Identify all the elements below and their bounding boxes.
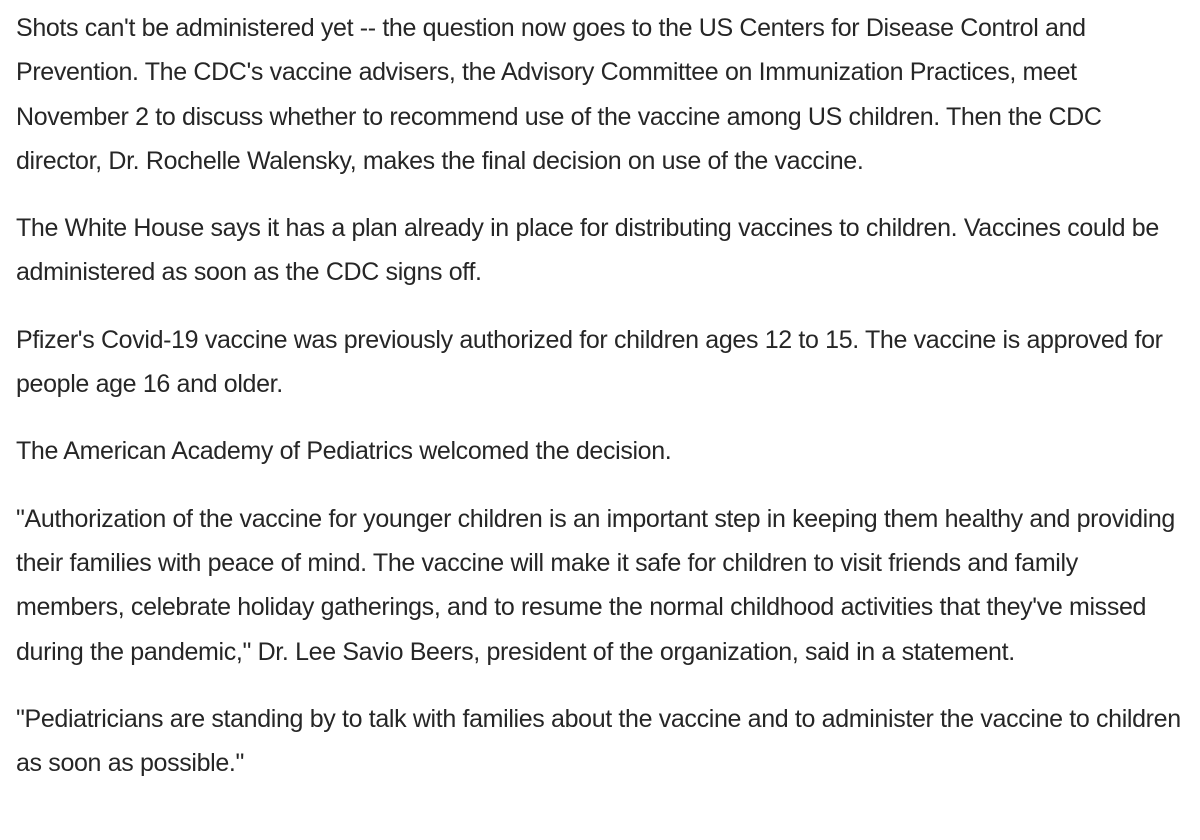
article-paragraph: "Pediatricians are standing by to talk with families about the vaccine and to administer the vaccine to children as soon as possible." bbox=[16, 704, 1181, 778]
article-paragraph: The American Academy of Pediatrics welcomed the decision. bbox=[16, 437, 672, 466]
article-paragraph: The White House says it has a plan already in place for distributing vaccines to children. Vaccines could be administered as soon as the CDC signs off. bbox=[16, 214, 1159, 287]
article-body bbox=[0, 6, 1200, 785]
article-paragraph: Shots can't be administered yet -- the question now goes to the US Centers for Disease Control and Prevention. The CDC's vaccine advisers, the Advisory Committee on Immunization Practices, meet November 2 to discuss whether to recommend use of the vaccine among US children. Then the CDC director, Dr. Rochelle Walensky, makes the final decision on use of the vaccine. bbox=[16, 14, 1102, 175]
article-paragraph: Pfizer's Covid-19 vaccine was previously authorized for children ages 12 to 15. The vaccine is approved for people age 16 and older. bbox=[16, 325, 1163, 399]
article-paragraph: "Authorization of the vaccine for younger children is an important step in keeping them healthy and providing their families with peace of mind. The vaccine will make it safe for children to visit friends and family members, celebrate holiday gatherings, and to resume the normal childhood activities that they've missed during the pandemic," Dr. Lee Savio Beers, president of the organization, said in a statement. bbox=[16, 504, 1175, 666]
